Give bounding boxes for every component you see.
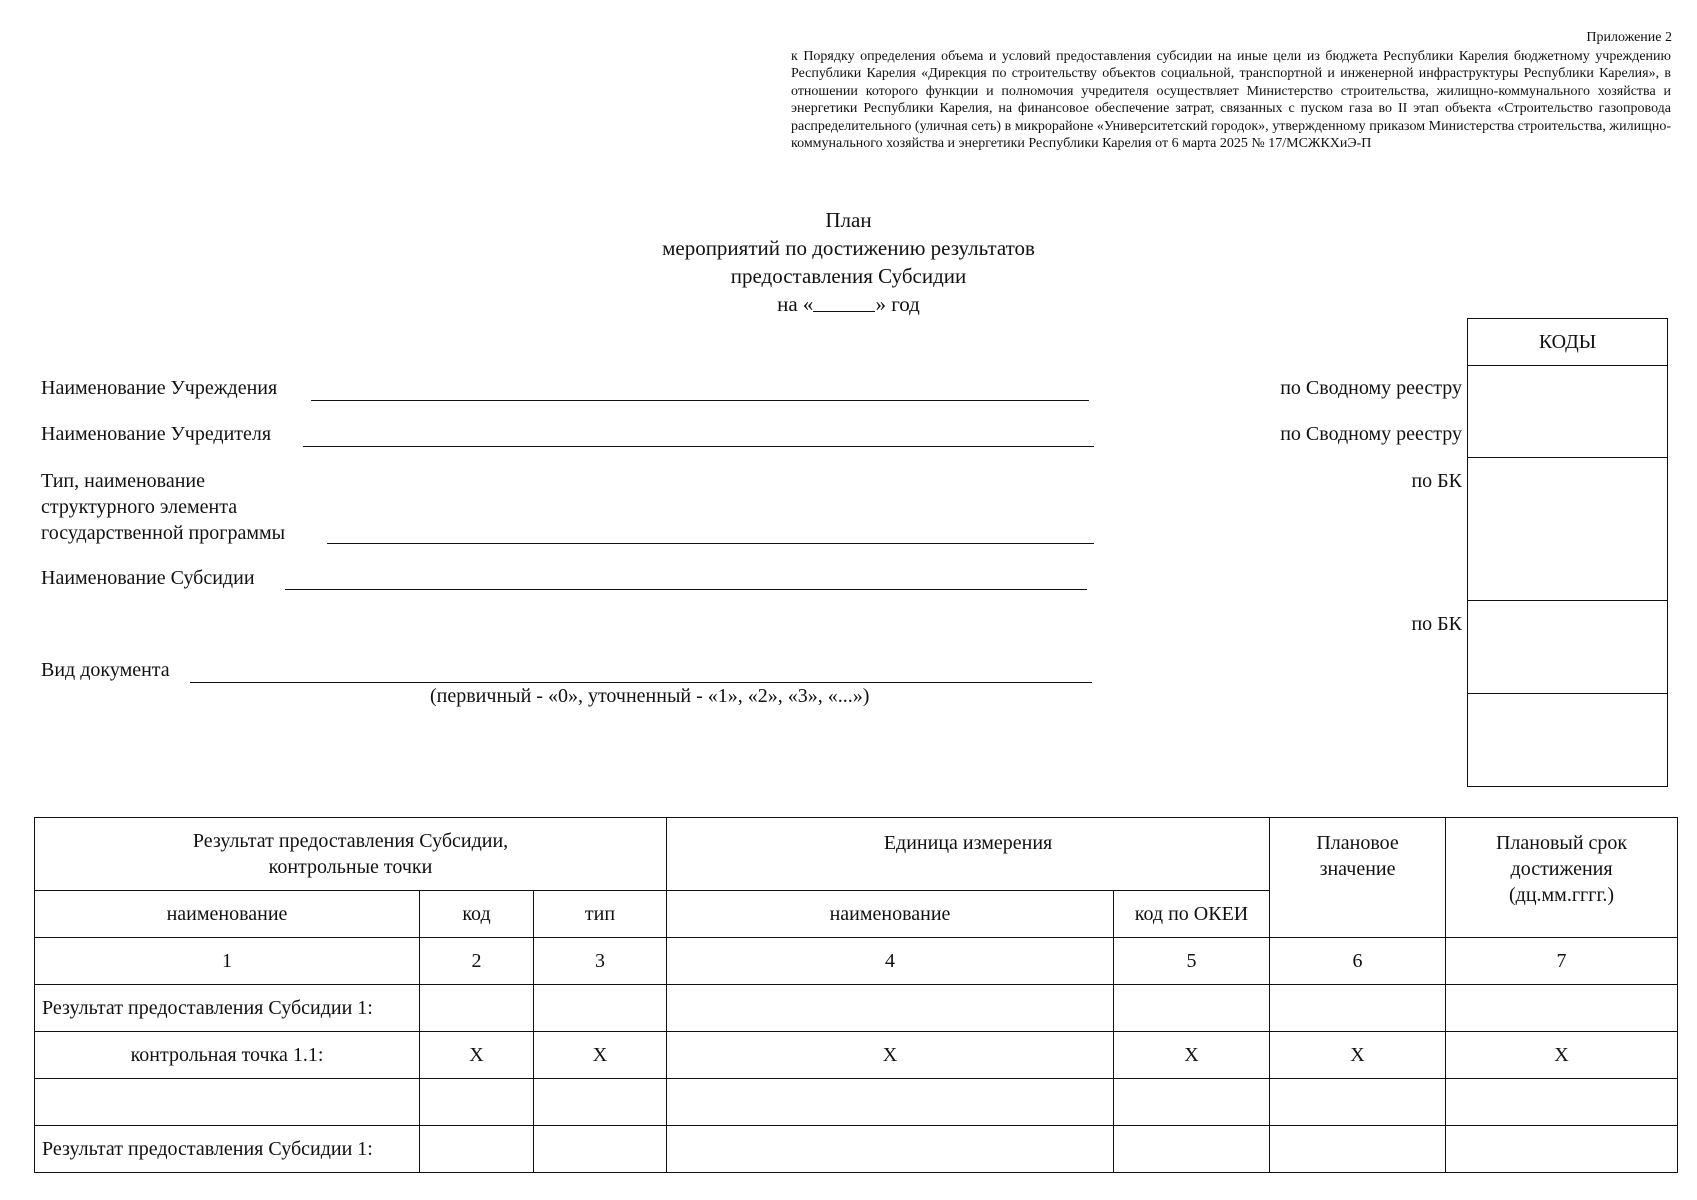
table-cell[interactable] <box>1446 1079 1678 1126</box>
code-cell-bk-2[interactable] <box>1468 600 1667 601</box>
document-title <box>0 206 1697 318</box>
column-numbers-row <box>35 938 1678 985</box>
bk-label-1: по БК <box>1411 470 1462 492</box>
table-row <box>35 985 1678 1032</box>
subheader-name: наименование <box>35 891 420 938</box>
founder-label: Наименование Учредителя <box>41 423 272 445</box>
x-mark-cell: X <box>534 1032 667 1079</box>
doc-type-hint: (первичный - «0», уточненный - «1», «2», «3», «...») <box>430 685 870 707</box>
header-result-line-2: контрольные точки <box>268 856 433 878</box>
subsidy-label: Наименование Субсидии <box>41 567 255 589</box>
header-plan-line-1: Плановое <box>1316 832 1399 854</box>
subheader-type: тип <box>534 891 667 938</box>
table-row <box>35 1032 1678 1079</box>
institution-label: Наименование Учреждения <box>41 377 278 399</box>
codes-box <box>1467 318 1668 787</box>
plan-table <box>34 817 1678 1173</box>
col-number: 4 <box>667 938 1114 985</box>
table-cell[interactable] <box>1270 1079 1446 1126</box>
col-number: 2 <box>420 938 534 985</box>
institution-input-line[interactable] <box>311 400 1089 401</box>
table-cell[interactable] <box>534 985 667 1032</box>
table-cell[interactable] <box>1270 985 1446 1032</box>
appendix-number: Приложение 2 <box>1586 30 1672 45</box>
table-cell[interactable] <box>1270 1126 1446 1173</box>
header-result-line-1: Результат предоставления Субсидии, <box>192 830 509 852</box>
x-mark-cell: X <box>1270 1032 1446 1079</box>
header-plan-line-2: значение <box>1319 858 1396 880</box>
doc-type-label: Вид документа <box>41 659 170 681</box>
header-term-line-3: (дц.мм.гггг.) <box>1508 884 1615 906</box>
col-number: 6 <box>1270 938 1446 985</box>
header-plan-term <box>1446 818 1678 938</box>
header-result <box>35 818 667 891</box>
table-row <box>35 1126 1678 1173</box>
table-cell[interactable] <box>534 1126 667 1173</box>
header-plan-value <box>1270 818 1446 938</box>
header-term-line-2: достижения <box>1510 858 1613 880</box>
codes-header: КОДЫ <box>1538 331 1597 353</box>
table-cell[interactable] <box>667 1079 1114 1126</box>
col-number: 3 <box>534 938 667 985</box>
table-cell[interactable] <box>1114 985 1270 1032</box>
title-line-1: План <box>825 208 872 232</box>
col-number: 7 <box>1446 938 1678 985</box>
result-name-cell: Результат предоставления Субсидии 1: <box>35 985 420 1032</box>
founder-input-line[interactable] <box>303 446 1094 447</box>
header-unit: Единица измерения <box>667 818 1270 891</box>
title-line-2: мероприятий по достижению результатов <box>662 236 1035 260</box>
table-cell[interactable] <box>1114 1126 1270 1173</box>
x-mark-cell: X <box>1114 1032 1270 1079</box>
col-number: 1 <box>35 938 420 985</box>
checkpoint-name-cell: контрольная точка 1.1: <box>35 1032 420 1079</box>
program-input-line[interactable] <box>327 543 1094 544</box>
subsidy-input-line[interactable] <box>285 589 1087 590</box>
x-mark-cell: X <box>1446 1032 1678 1079</box>
subheader-code: код <box>420 891 534 938</box>
preamble-text: к Порядку определения объема и условий предоставления субсидии на иные цели из бюджета Республики Карелия бюджетному учреждению Республики Карелия «Дирекция по строительству объектов социальной, транспортной и инженерной инфраструктуры Республики Карелия», в отношении которого функции и полномочия учредителя осуществляет Министерство строительства, жилищно-коммунального хозяйства и энергетики Республики Карелия, на финансовое обеспечение затрат, связанных с пуском газа во II этап объекта «Строительство газопровода распределительного (уличная сеть) в микрорайоне «Университетский городок», утвержденному приказом Министерства строительства, жилищно-коммунального хозяйства и энергетики Республики Карелия от 6 марта 2025 № 17/МСЖКХиЭ-П <box>791 49 1671 152</box>
registry-label-2: по Сводному реестру <box>1280 423 1462 445</box>
table-cell[interactable] <box>35 1079 420 1126</box>
table-cell[interactable] <box>1446 985 1678 1032</box>
subheader-unit-name: наименование <box>667 891 1114 938</box>
program-label-line-3: государственной программы <box>41 522 286 544</box>
table-cell[interactable] <box>420 1079 534 1126</box>
code-cell-bk-1[interactable] <box>1468 457 1667 458</box>
table-cell[interactable] <box>420 985 534 1032</box>
program-label-line-2: структурного элемента <box>41 496 238 518</box>
bk-label-2: по БК <box>1411 613 1462 635</box>
title-line-4 <box>0 290 1697 318</box>
table-cell[interactable] <box>420 1126 534 1173</box>
program-label-line-1: Тип, наименование <box>41 470 205 492</box>
title-year-prefix: на « <box>777 292 814 316</box>
year-blank-field[interactable] <box>813 291 875 312</box>
title-year-suffix: » год <box>875 292 920 316</box>
registry-label-1: по Сводному реестру <box>1280 377 1462 399</box>
table-cell[interactable] <box>667 1126 1114 1173</box>
code-cell-registry[interactable] <box>1468 365 1667 366</box>
x-mark-cell: X <box>667 1032 1114 1079</box>
x-mark-cell: X <box>420 1032 534 1079</box>
header-term-line-1: Плановый срок <box>1495 832 1628 854</box>
subheader-okei: код по ОКЕИ <box>1114 891 1270 938</box>
table-row <box>35 1079 1678 1126</box>
table-cell[interactable] <box>534 1079 667 1126</box>
table-cell[interactable] <box>667 985 1114 1032</box>
table-cell[interactable] <box>1446 1126 1678 1173</box>
code-cell-doc-type[interactable] <box>1468 693 1667 694</box>
result-name-cell: Результат предоставления Субсидии 1: <box>35 1126 420 1173</box>
title-line-3: предоставления Субсидии <box>730 264 967 288</box>
table-cell[interactable] <box>1114 1079 1270 1126</box>
col-number: 5 <box>1114 938 1270 985</box>
